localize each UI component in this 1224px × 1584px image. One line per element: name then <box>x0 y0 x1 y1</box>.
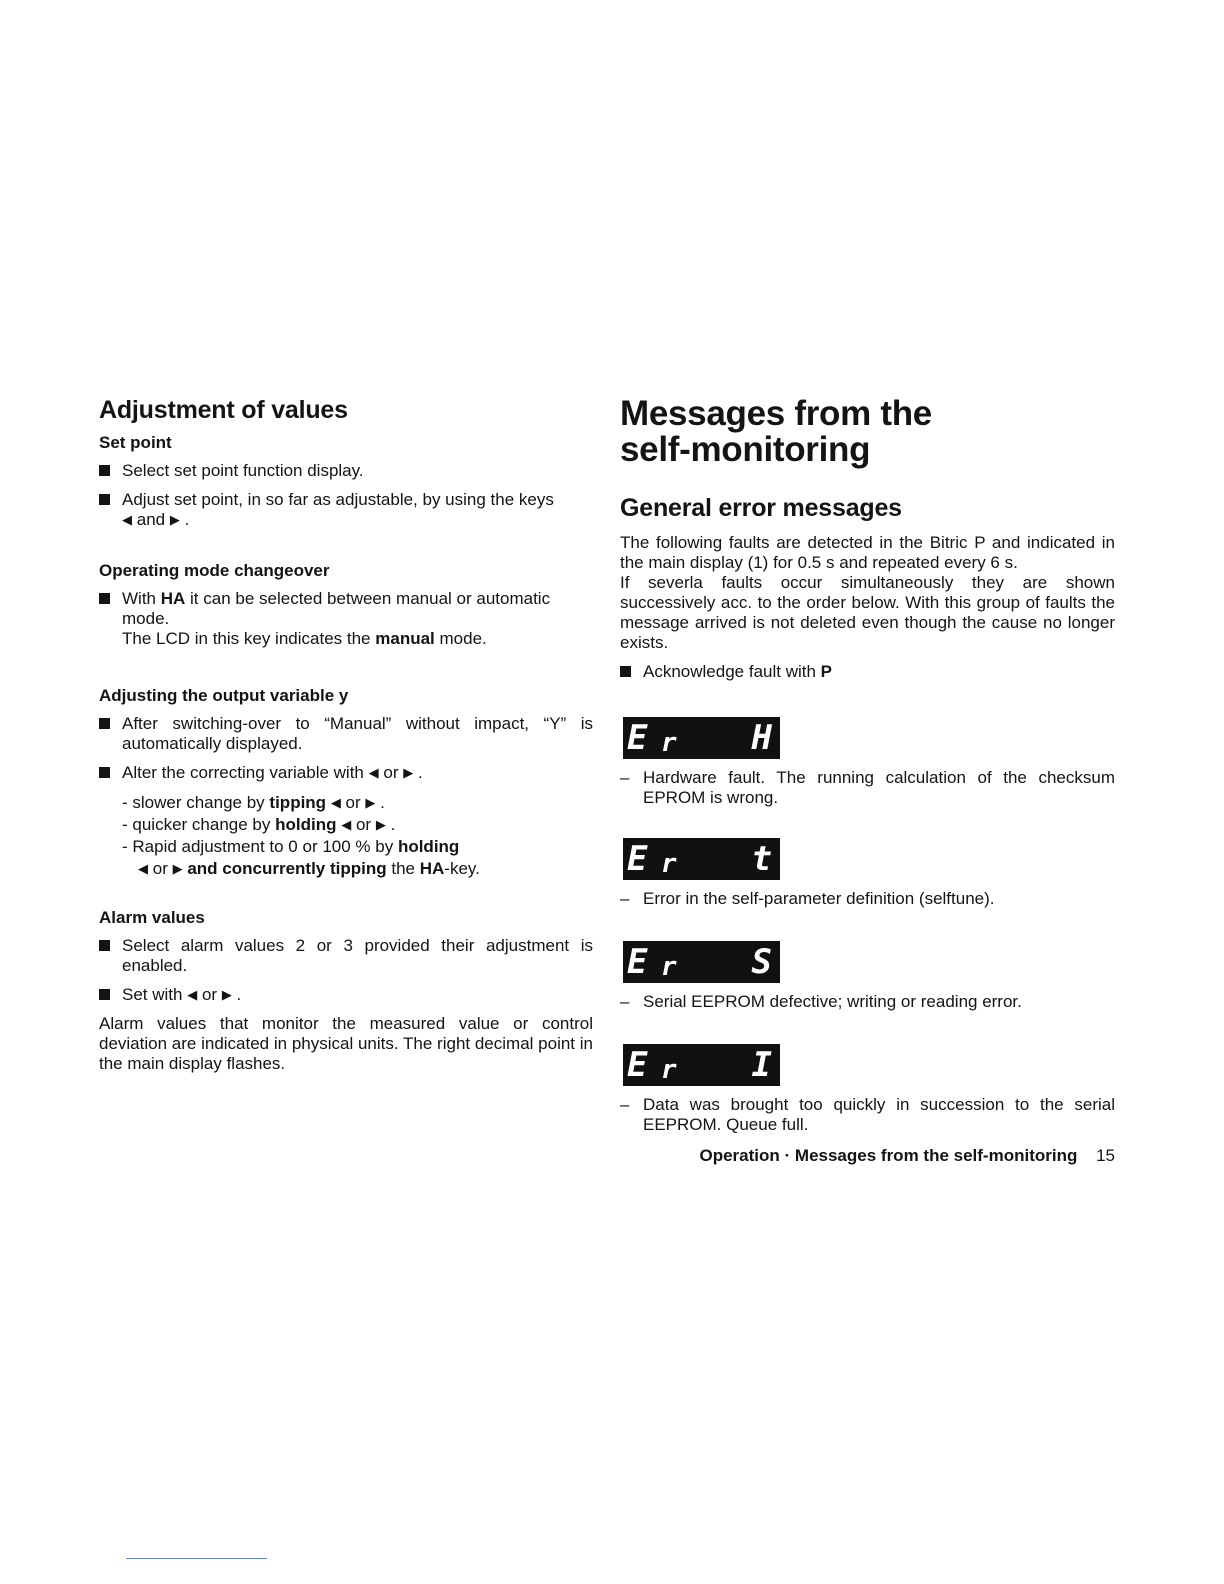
or-text: or <box>383 763 399 782</box>
error-block <box>620 941 1115 1012</box>
list-item: - quicker change by holding ◀ or ▶ . <box>122 815 396 834</box>
left-arrow-key-icon: ◀ <box>368 765 379 780</box>
p-key-icon: P <box>820 662 833 681</box>
lcd-note-post: mode. <box>439 629 487 648</box>
lcd-digit: H <box>751 718 772 758</box>
list-item: - slower change by tipping ◀ or ▶ . <box>122 793 385 812</box>
lcd-digit: E <box>627 942 648 982</box>
bullet-text: After switching-over to “Manual” without impact, “Y” is automatically displayed. <box>122 714 593 753</box>
list-item <box>620 662 1115 682</box>
lcd-digit: E <box>627 718 648 758</box>
left-arrow-key-icon: ◀ <box>187 987 198 1002</box>
sub-text: the <box>391 859 415 878</box>
opmode-heading: Operating mode changeover <box>99 561 330 580</box>
bullet-text: it can be selected between manual or automatic mode. <box>122 589 551 628</box>
bullet-text: Select alarm values 2 or 3 provided their adjustment is enabled. <box>122 936 593 975</box>
sub-text: - Rapid adjustment to 0 or 100 % by <box>122 837 394 856</box>
footer-topic: Messages from the self-monitoring <box>794 1146 1078 1165</box>
left-arrow-key-icon: ◀ <box>341 817 352 832</box>
lcd-digit: I <box>751 1045 772 1085</box>
lcd-display <box>623 1044 780 1086</box>
list-item: Set with ◀ or ▶ . <box>99 985 593 1005</box>
ha-key-icon: HA <box>419 859 445 878</box>
error-block <box>620 1044 1115 1135</box>
bullet-text: Acknowledge fault with <box>643 662 816 681</box>
list-item <box>99 461 593 481</box>
list-item <box>99 936 593 976</box>
divider-line <box>126 1558 267 1559</box>
sub-bold: and concurrently tipping <box>187 859 387 878</box>
or-text: or <box>152 859 168 878</box>
list-item <box>99 589 593 649</box>
output-heading: Adjusting the output variable y <box>99 686 349 705</box>
title-line-2: self-monitoring <box>620 430 871 469</box>
with-text: With <box>122 589 156 608</box>
list-item <box>99 714 593 754</box>
page-number: 15 <box>1096 1146 1115 1165</box>
lcd-digit: r <box>661 1055 677 1085</box>
right-arrow-key-icon: ▶ <box>172 861 183 876</box>
left-arrow-key-icon: ◀ <box>330 795 341 810</box>
bullet-text: Set with <box>122 985 183 1004</box>
list-item: Adjust set point, in so far as adjustable, by using the keys ◀ and ▶ . <box>99 490 593 530</box>
lcd-display <box>623 838 780 880</box>
list-item <box>122 836 593 858</box>
change-sublist <box>99 792 593 880</box>
right-column <box>620 396 1115 1135</box>
page-title <box>620 396 1115 468</box>
bullet-text: Adjust set point, in so far as adjustable, by using the keys <box>122 490 554 509</box>
lcd-digit: S <box>751 942 772 982</box>
lcd-display <box>623 941 780 983</box>
section-title: Adjustment of values <box>99 396 348 424</box>
right-arrow-key-icon: ▶ <box>365 795 376 810</box>
left-arrow-key-icon: ◀ <box>122 512 132 527</box>
intro-paragraph-2: If severla faults occur simultaneously they are shown successively acc. to the order below. With this group of faults the message arrived is not deleted even though the cause no longer exists. <box>620 573 1115 652</box>
sub-bold: tipping <box>269 793 327 812</box>
lcd-digit: r <box>661 849 677 879</box>
lcd-digit: t <box>751 839 772 879</box>
error-block <box>620 717 1115 808</box>
lcd-digit: E <box>627 839 648 879</box>
sub-text: -key. <box>444 859 480 878</box>
error-description: – Serial EEPROM defective; writing or reading error. <box>620 992 1115 1012</box>
sub-text: - quicker change by <box>122 815 271 834</box>
subtitle: General error messages <box>620 494 902 522</box>
lcd-digit: r <box>661 952 677 982</box>
or-text: or <box>355 815 372 834</box>
page-footer <box>620 1146 1115 1166</box>
sub-bold: holding <box>397 837 460 856</box>
lcd-digit: r <box>661 728 677 758</box>
and-text: and <box>136 510 166 529</box>
list-item: Alter the correcting variable with ◀ or ▶ . <box>99 763 593 783</box>
left-column <box>99 396 593 1074</box>
alarm-heading: Alarm values <box>99 908 205 927</box>
right-arrow-key-icon: ▶ <box>375 817 386 832</box>
or-text: or <box>345 793 361 812</box>
title-line-1: Messages from the <box>620 394 932 433</box>
footer-separator: · <box>784 1146 791 1165</box>
sub-text: - slower change by <box>122 793 265 812</box>
setpoint-heading: Set point <box>99 433 172 452</box>
error-description: – Data was brought too quickly in succession to the serial EEPROM. Queue full. <box>620 1095 1115 1135</box>
right-arrow-key-icon: ▶ <box>169 512 180 527</box>
right-arrow-key-icon: ▶ <box>403 765 414 780</box>
bullet-text: Alter the correcting variable with <box>122 763 364 782</box>
or-text: or <box>201 985 218 1004</box>
intro-paragraph-1: The following faults are detected in the Bitric P and indicated in the main display (1) for 0.5 s and repeated every 6 s. <box>620 533 1115 572</box>
sub-bold: holding <box>275 815 337 834</box>
bullet-text: Select set point function display. <box>122 461 364 480</box>
error-description: – Hardware fault. The running calculation of the checksum EPROM is wrong. <box>620 768 1115 808</box>
lcd-digit: E <box>627 1045 648 1085</box>
error-block <box>620 838 1115 909</box>
left-arrow-key-icon: ◀ <box>138 861 148 876</box>
lcd-display <box>623 717 780 759</box>
lcd-note-bold: manual <box>375 629 435 648</box>
ha-key-icon: HA <box>160 589 186 608</box>
lcd-note-pre: The LCD in this key indicates the <box>122 629 371 648</box>
right-arrow-key-icon: ▶ <box>221 987 232 1002</box>
footer-section: Operation <box>699 1146 780 1165</box>
list-item <box>122 858 593 880</box>
error-description: – Error in the self-parameter definition (selftune). <box>620 889 1115 909</box>
alarm-paragraph: Alarm values that monitor the measured value or control deviation are indicated in physical units. The right decimal point in the main display flashes. <box>99 1014 593 1073</box>
